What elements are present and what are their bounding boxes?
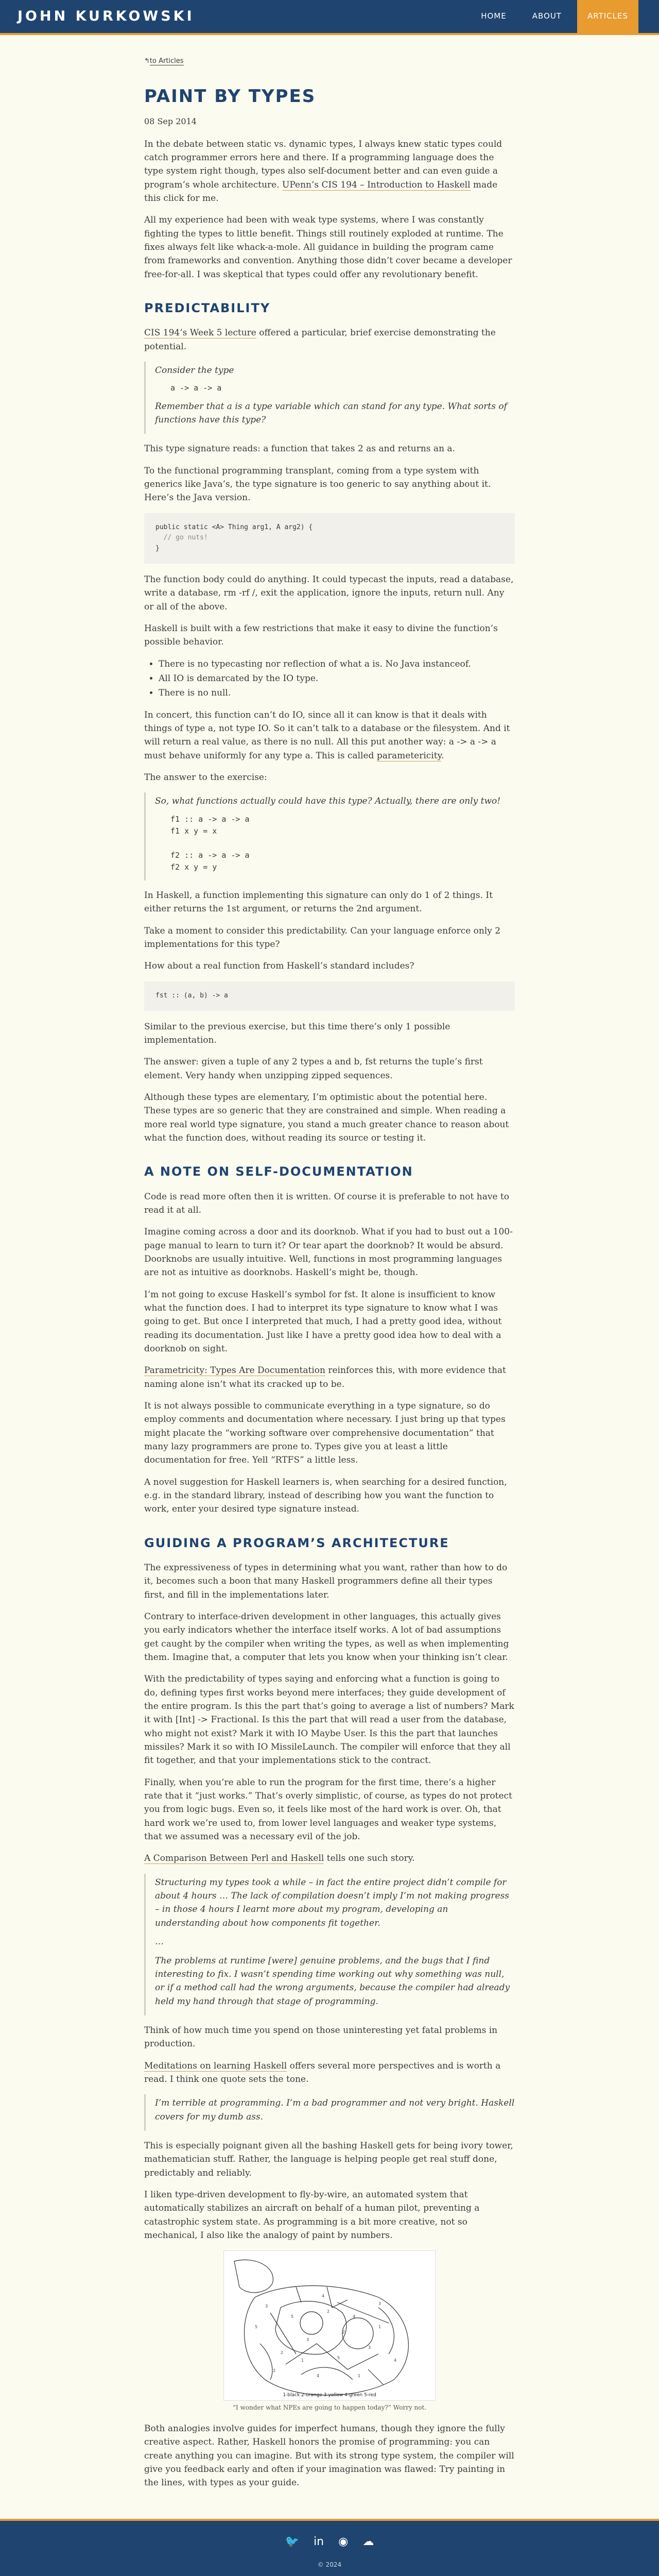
site-brand[interactable]: JOHN KURKOWSKI (18, 8, 195, 25)
pred-paragraph-6: In concert, this function can’t do IO, since all it can know is that it deals with things of type a, not type IO. So it can’t talk to a database or the filesystem. And it will return a real value, as there is no null. All this put another way: a -> a -> a must behave uniformly for any type a. This is called parametericity. (144, 709, 510, 761)
pred-paragraph-11: Similar to the previous exercise, but this time there’s only 1 possible implementation. (144, 1021, 450, 1045)
doc-paragraph-4 (144, 1364, 515, 1391)
article (144, 35, 515, 2519)
quote-answer-title: So, what functions actually could have this type? Actually, there are only two! (155, 796, 501, 807)
pred-text-6: In concert, this function can’t do IO, since all it can know is that it deals with things of type a, not type IO. So it can’t talk to a database or the filesystem. And it will return a real value, as there is no null. All this put another way: a -> a -> a must behave uniformly for any type a. This is called (144, 709, 510, 761)
pred-paragraph-13: Although these types are elementary, I’m optimistic about the potential here. These types are so generic that they are constrained and simple. When reading a more real world type signature, you stand a much greater chance to reason about what the function does, without reading its source or testing it. (144, 1092, 509, 1143)
list-item: • There is no typecasting nor reflection of what a is. No Java instanceof. (159, 657, 515, 671)
back-link-label: to Articles (149, 57, 184, 65)
site-footer (0, 2519, 659, 2576)
quote-title: Consider the type (155, 365, 234, 376)
pred-paragraph-5: Haskell is built with a few restrictions that make it easy to divine the function’s possible behavior. (144, 623, 498, 648)
quote-p3: The problems at runtime [were] genuine problems, and the bugs that I find interesting to fix. I wasn’t spending time working out why something was null, or if a method call had the wrong arguments, because the compiler had already held my hand through that stage of programming. (155, 1955, 510, 2007)
svg-text:1: 1 (358, 2374, 361, 2379)
arch-paragraph-7 (144, 2059, 515, 2087)
quote-note: Remember that a is a type variable which can stand for any type. What sorts of functions have this type? (155, 401, 507, 425)
paint-by-numbers-drawing (224, 2251, 435, 2400)
svg-text:3: 3 (306, 2337, 309, 2343)
pred-paragraph-1 (144, 326, 515, 353)
github-icon[interactable]: ◉ (338, 2535, 349, 2549)
pred-paragraph-4: The function body could do anything. It could typecast the inputs, read a database, write a database, rm -rf /, exit the application, ignore the inputs, return null. Any or all of the above. (144, 574, 514, 612)
linkedin-icon[interactable]: in (314, 2535, 324, 2549)
svg-text:2: 2 (273, 2368, 276, 2374)
pred-paragraph-12: The answer: given a tuple of any 2 types a and b, fst returns the tuple’s first element. Very handy when unzipping zipped sequences. (144, 1057, 483, 1081)
parametericity-link[interactable]: parametericity (376, 750, 441, 761)
arch-paragraph-3: With the predictability of types saying and enforcing what a function is going to do, defining types first works beyond mere interfaces; they guide development of the entire program. Is this the part that’s going to average a list of numbers? Mark it with [Int] -> Fractional. Is this the part that will read a user from the database, who might not exist? Mark it with IO Maybe User. Is this the part that launches missiles? Mark it so with IO MissileLaunch. The compiler will enforce that they all fit together, and that your implementations stick to the contract. (144, 1674, 514, 1766)
pred-paragraph-7: The answer to the exercise: (144, 772, 267, 783)
paint-by-numbers-figure (144, 2250, 515, 2413)
svg-text:5: 5 (255, 2325, 258, 2330)
svg-text:2: 2 (327, 2309, 330, 2314)
intro-text: In the debate between static vs. dynamic types, I always knew static types could catch programmer errors here and there. If a programming language does the type system right though, types also self-document better and can even guide a program’s whole architecture. (144, 139, 502, 190)
figure-color-legend: 1-black 2-orange 3-yellow 4-green 5-red (283, 2393, 376, 2398)
fst-code-block: fst :: (a, b) -> a (144, 981, 515, 1011)
intro-paragraph-1 (144, 138, 515, 206)
twitter-icon[interactable]: 🐦 (285, 2535, 300, 2549)
java-code-block (144, 513, 515, 564)
svg-text:3: 3 (265, 2304, 268, 2309)
nav-articles[interactable]: ARTICLES (577, 0, 638, 33)
arch-paragraph-8: This is especially poignant given all the bashing Haskell gets for being ivory tower, mathematician stuff. Rather, the language is helping people get real stuff done, predictably and reliably. (144, 2140, 513, 2178)
quote-perl-haskell (144, 1874, 515, 2015)
svg-text:4: 4 (322, 2294, 325, 2299)
parametricity-types-docs-link[interactable]: Parametricity: Types Are Documentation (144, 1365, 325, 1376)
doc-paragraph-2: Imagine coming across a door and its doorknob. What if you had to bust out a 100-page manual to learn to turn it? Or tear apart the doorknob? It would be absurd. Doorknobs are usually intuitive. Well, functions in most programming languages are not as intuitive as doorknobs. Haskell’s might be, though. (144, 1227, 513, 1278)
intro-paragraph-2: All my experience had been with weak type systems, where I was constantly fighting the types to little benefit. Things still routinely exploded at runtime. The fixes always felt like whack-a-mole. All guidance in building the program came from frameworks and convention. Anything those didn’t cover became a developer free-for-all. I was skeptical that types could offer any revolutionary benefit. (144, 215, 512, 280)
quote-answer (144, 792, 515, 880)
heading-self-documentation: A NOTE ON SELF-DOCUMENTATION (144, 1164, 413, 1179)
copyright: © 2024 (317, 2561, 342, 2569)
svg-text:1: 1 (378, 2325, 381, 2330)
quote-consider-type (144, 362, 515, 434)
paint-by-numbers-image (223, 2250, 436, 2401)
arch-text-5: tells one such story. (324, 1853, 415, 1864)
pred-paragraph-9: Take a moment to consider this predictability. Can your language enforce only 2 implementations for this type? (144, 925, 501, 950)
arch-paragraph-9: I liken type-driven development to fly-by-wire, an automated system that automatically stabilizes an aircraft on behalf of a human pilot, preventing a catastrophic system state. As programming is a bit more creative, not so mechanical, I also like the analogy of paint by numbers. (144, 2189, 480, 2241)
week5-lecture-link[interactable]: CIS 194’s Week 5 lecture (144, 328, 256, 338)
figure-caption: “I wonder what NPEs are going to happen today?” Worry not. (232, 2404, 427, 2412)
doc-text-4: reinforces this, with more evidence that naming alone isn’t what its cracked up to be. (144, 1365, 506, 1389)
nav-about[interactable]: ABOUT (532, 11, 562, 21)
upenn-cis194-link[interactable]: UPenn’s CIS 194 – Introduction to Haskell (282, 179, 471, 190)
doc-paragraph-5: It is not always possible to communicate everything in a type signature, so do employ comments and documentation where necessary. I just bring up that types might placate the “working software over comprehensive documentation” that many lazy programmers are prone to. Types give you at least a little documentation for free. Yell “RTFS” a little less. (144, 1400, 506, 1466)
pred-paragraph-2: This type signature reads: a function that takes 2 as and returns an a. (144, 444, 455, 454)
heading-architecture: GUIDING A PROGRAM’S ARCHITECTURE (144, 1535, 449, 1550)
svg-text:5: 5 (337, 2355, 340, 2361)
main-nav (471, 0, 638, 33)
pred-paragraph-3: To the functional programming transplant, coming from a type system with generics like Java’s, the type signature is too generic to say anything about it. Here’s the Java version. (144, 465, 491, 503)
quote-terrible-programmer (144, 2094, 515, 2131)
pred-paragraph-10: How about a real function from Haskell’s standard includes? (144, 961, 414, 972)
quote-answer-code: f1 :: a -> a -> a f1 x y = x f2 :: a -> a -> a f2 x y = y (170, 814, 250, 872)
arch-paragraph-2: Contrary to interface-driven development in other languages, this actually gives you early indicators whether the interface itself works. A lot of bad assumptions get caught by the compiler when writing the types, as well as when implementing them. Imagine that, a computer that lets you know when your thinking isn’t clear. (144, 1611, 509, 1663)
svg-text:3: 3 (378, 2301, 381, 2307)
svg-text:2: 2 (342, 2330, 345, 2335)
pred-paragraph-8: In Haskell, a function implementing this signature can only do 1 of 2 things. It either returns the 1st argument, or returns the 2nd argument. (144, 890, 493, 914)
perl-haskell-link[interactable]: A Comparison Between Perl and Haskell (144, 1853, 324, 1864)
list-item: • There is no null. (159, 686, 515, 700)
quote-code: a -> a -> a (170, 383, 222, 393)
arch-paragraph-4: Finally, when you’re able to run the program for the first time, there’s a higher rate that it “just works.” That’s overly simplistic, of course, as types do not protect you from logic bugs. Even so, it feels like most of the hard work is over. Oh, that hard work we’re used to, from lower level languages and weaker type systems, that we assumed was a necessary evil of the job. (144, 1777, 512, 1842)
java-line-1: public static <A> Thing arg1, A arg2) { (155, 523, 313, 531)
svg-text:5: 5 (291, 2314, 294, 2319)
restrictions-list (144, 657, 515, 700)
java-line-3: } (155, 545, 160, 553)
arch-paragraph-6: Think of how much time you spend on those uninteresting yet fatal problems in production. (144, 2025, 498, 2049)
quote-p2: … (155, 1937, 164, 1947)
java-line-2: // go nuts! (155, 534, 208, 542)
intro-text-end: made this click for me. (144, 179, 498, 204)
meditations-link[interactable]: Meditations on learning Haskell (144, 2060, 287, 2071)
svg-text:1: 1 (301, 2358, 304, 2363)
svg-text:2: 2 (281, 2350, 284, 2355)
top-navbar (0, 0, 659, 35)
nav-home[interactable]: HOME (481, 11, 507, 21)
quote-p1: Structuring my types took a while – in fact the entire project didn’t compile for about 4 hours … The lack of compilation doesn’t imply I’m not making progress – in those 4 hours I learnt more about my program, developing an understanding about how components fit together. (155, 1877, 509, 1928)
article-date: 08 Sep 2014 (144, 116, 197, 126)
heading-predictability: PREDICTABILITY (144, 301, 271, 316)
final-paragraph: Both analogies involve guides for imperfect humans, though they ignore the fully creative aspect. Rather, Haskell honors the promise of programming: you can create anything you can imagine. But with its strong type system, the compiler will give you feedback early and often if your imagination was flawed: Try painting in the lines, with types as your guide. (144, 2423, 514, 2488)
back-to-articles-link[interactable]: ↰to Articles (144, 57, 184, 65)
pred-text-1: offered a particular, brief exercise demonstrating the potential. (144, 328, 496, 352)
doc-paragraph-3: I’m not going to excuse Haskell’s symbol for fst. It alone is insufficient to know what the function does. I had to interpret its type signature to know what I was going to get. But once I interpreted that much, I had a pretty good idea, without reading its documentation. Just like I have a pretty good idea how to deal with a doorknob on sight. (144, 1289, 502, 1354)
doc-paragraph-6: A novel suggestion for Haskell learners is, when searching for a desired function, e.g. in the standard library, instead of describing how you want the function to work, enter your desired type signature instead. (144, 1477, 507, 1515)
svg-text:4: 4 (353, 2314, 356, 2319)
list-item: • All IO is demarcated by the IO type. (159, 672, 515, 685)
arch-text-7: offers several more perspectives and is worth a read. I think one quote sets the tone. (144, 2060, 501, 2084)
quote-text: I’m terrible at programming. I’m a bad programmer and not very bright. Haskell covers for my dumb ass. (155, 2098, 515, 2122)
svg-text:4: 4 (394, 2358, 397, 2363)
soundcloud-icon[interactable]: ☁ (362, 2535, 374, 2549)
article-title: PAINT BY TYPES (144, 86, 316, 107)
svg-text:3: 3 (368, 2345, 371, 2350)
social-links (285, 2533, 374, 2551)
svg-text:4: 4 (317, 2374, 320, 2379)
arch-paragraph-1: The expressiveness of types in determining what you want, rather than how to do it, becomes such a boon that many Haskell programmers define all their types first, and fill in the implementations later. (144, 1562, 508, 1600)
doc-paragraph-1: Code is read more often then it is written. Of course it is preferable to not have to read it at all. (144, 1191, 509, 1215)
arch-paragraph-5 (144, 1852, 515, 1865)
